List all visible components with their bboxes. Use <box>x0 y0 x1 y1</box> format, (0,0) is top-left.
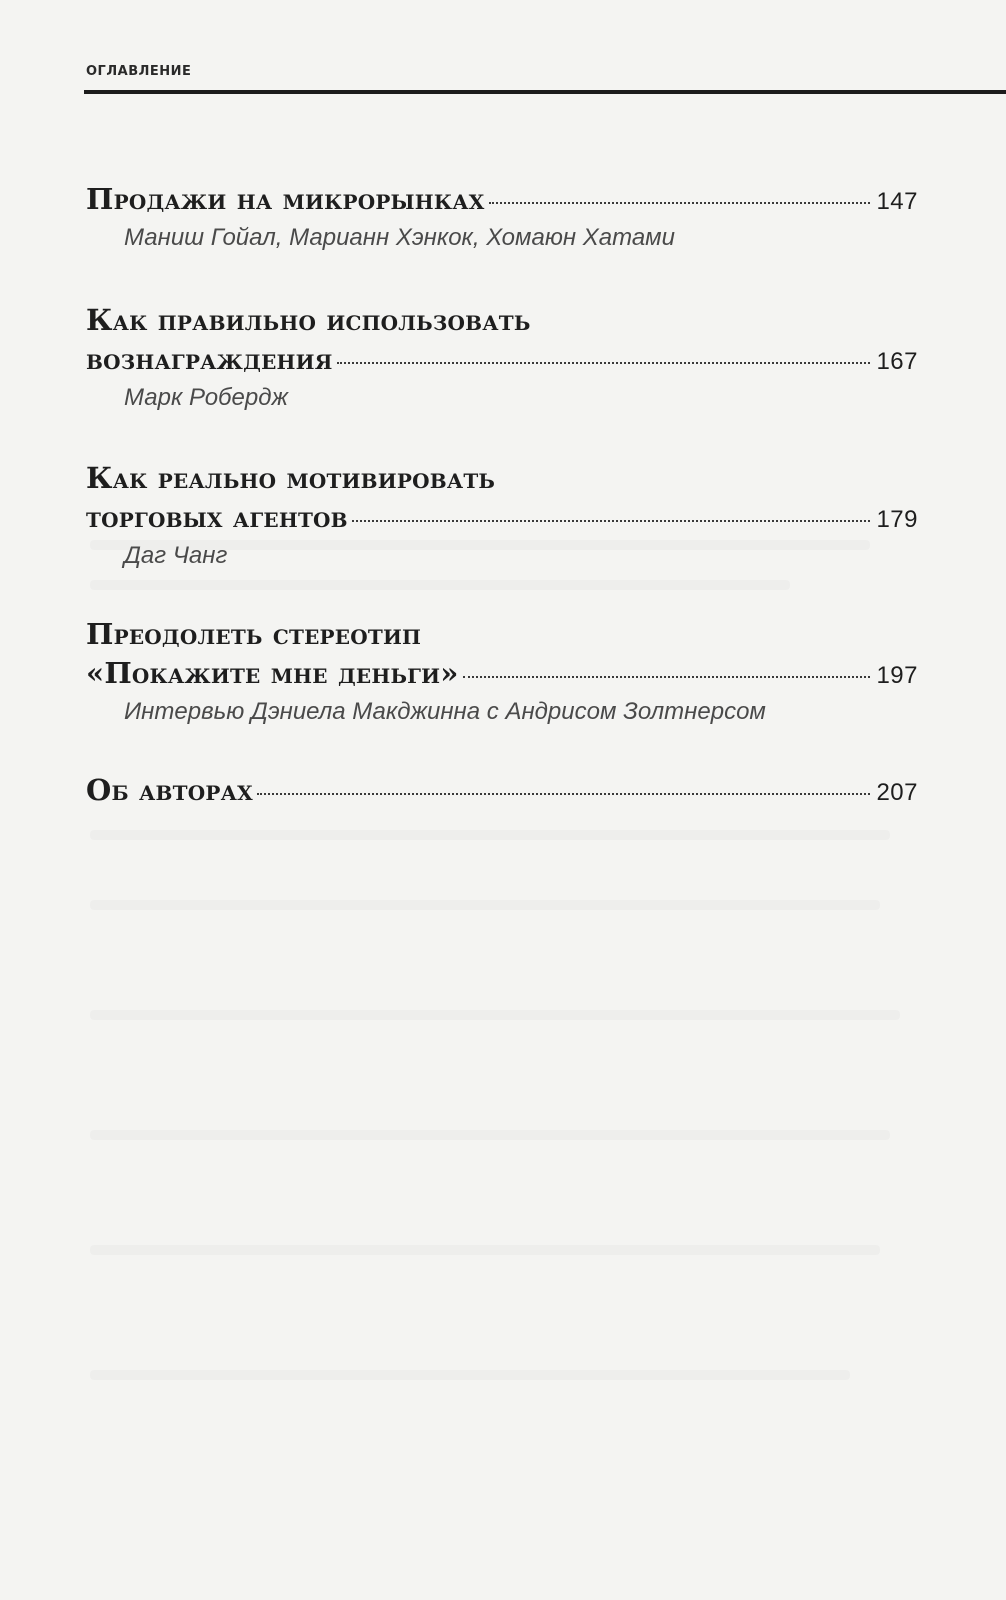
bleed-through-mark <box>90 900 880 910</box>
dot-leader <box>489 202 871 204</box>
toc-author: Маниш Гойал, Марианн Хэнкок, Хомаюн Хатами <box>124 224 675 251</box>
toc-title[interactable]: торговых агентов <box>86 500 348 534</box>
toc-title-row[interactable] <box>86 180 918 219</box>
toc-entry[interactable] <box>86 180 918 253</box>
page-number[interactable]: 147 <box>876 188 918 215</box>
page-number[interactable]: 207 <box>876 779 918 806</box>
bleed-through-mark <box>90 1010 900 1020</box>
toc-title[interactable]: Продажи на микрорынках <box>86 182 485 216</box>
toc-title-line[interactable]: Преодолеть стереотип <box>86 617 422 651</box>
toc-title-row[interactable] <box>86 498 918 537</box>
toc-title[interactable]: «Покажите мне деньги» <box>86 656 459 690</box>
toc-title[interactable]: вознаграждения <box>86 342 333 376</box>
dot-leader <box>257 793 871 795</box>
toc-entry[interactable] <box>86 301 918 413</box>
toc-title-line[interactable]: Как правильно использовать <box>86 303 531 337</box>
running-head: ОГЛАВЛЕНИЕ <box>86 64 192 79</box>
toc-author: Даг Чанг <box>124 542 228 569</box>
dot-leader <box>337 362 871 364</box>
toc-author: Марк Робердж <box>124 384 289 411</box>
header-rule <box>84 90 1006 94</box>
bleed-through-mark <box>90 1130 890 1140</box>
dot-leader <box>463 676 871 678</box>
toc-entry[interactable] <box>86 459 918 571</box>
page-number[interactable]: 167 <box>876 348 918 375</box>
toc-title-line[interactable]: Как реально мотивировать <box>86 461 496 495</box>
page-number[interactable]: 197 <box>876 662 918 689</box>
toc-title-row[interactable] <box>86 340 918 379</box>
toc-title[interactable]: Об авторах <box>86 773 253 807</box>
toc-title-row[interactable] <box>86 771 918 810</box>
dot-leader <box>352 520 871 522</box>
bleed-through-mark <box>90 1245 880 1255</box>
toc-author: Интервью Дэниела Макджинна с Андрисом Золтнерсом <box>124 698 766 725</box>
toc-entry[interactable] <box>86 771 918 810</box>
page-number[interactable]: 179 <box>876 506 918 533</box>
bleed-through-mark <box>90 1370 850 1380</box>
toc-title-row[interactable] <box>86 654 918 693</box>
table-of-contents <box>86 180 918 846</box>
toc-entry[interactable] <box>86 615 918 727</box>
